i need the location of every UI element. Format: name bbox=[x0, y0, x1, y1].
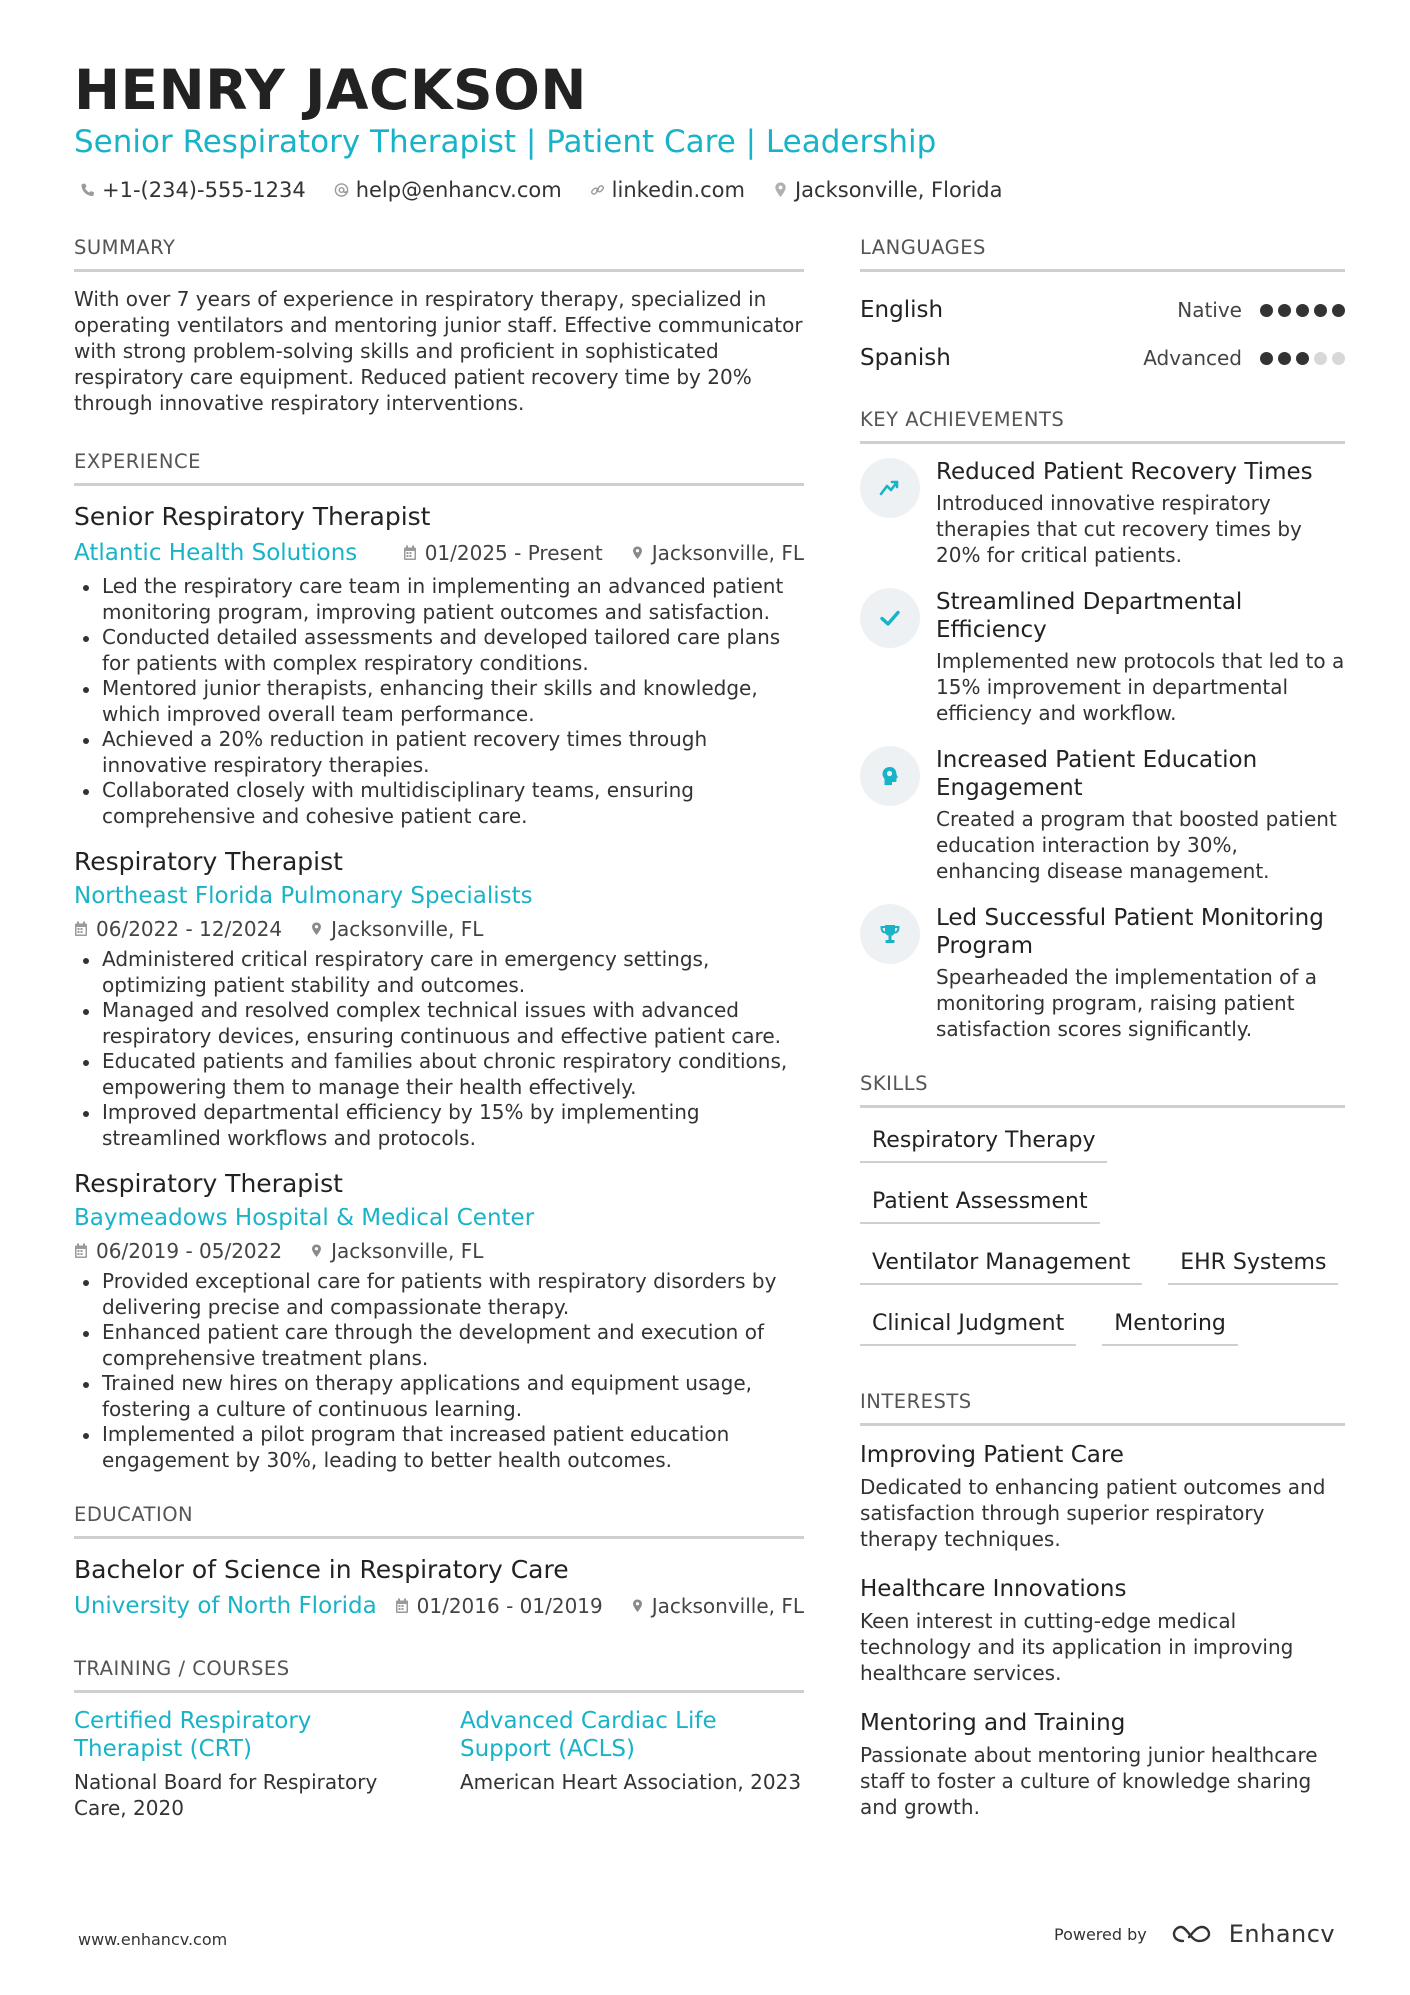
interests-section bbox=[860, 1390, 1345, 1820]
job-entry bbox=[74, 845, 804, 1151]
job-title: Respiratory Therapist bbox=[74, 1169, 343, 1198]
achievement-title: Increased Patient Education Engagement bbox=[936, 747, 1258, 801]
languages-section bbox=[860, 236, 1345, 382]
job-meta bbox=[74, 1239, 804, 1263]
job-entry bbox=[74, 500, 804, 829]
education-dates-text: 01/2016 - 01/2019 bbox=[416, 1594, 603, 1618]
language-item bbox=[860, 334, 1345, 382]
location-text: Jacksonville, Florida bbox=[794, 178, 1003, 202]
achievement-title: Reduced Patient Recovery Times bbox=[936, 459, 1313, 485]
interest-desc: Dedicated to enhancing patient outcomes and satisfaction through superior respiratory therapy techniques. bbox=[860, 1475, 1326, 1551]
skills-section bbox=[860, 1072, 1345, 1346]
job-location-text: Jacksonville, FL bbox=[331, 917, 484, 941]
course-item bbox=[460, 1707, 804, 1821]
achievement-item bbox=[860, 458, 1345, 568]
interest-item bbox=[860, 1440, 1345, 1552]
checkmark-icon bbox=[860, 588, 920, 648]
achievements-heading: KEY ACHIEVEMENTS bbox=[860, 408, 1345, 444]
summary-heading: SUMMARY bbox=[74, 236, 804, 272]
interest-desc: Passionate about mentoring junior healthcare staff to foster a culture of knowledge sharing and growth. bbox=[860, 1743, 1318, 1819]
skill-tag: Ventilator Management bbox=[860, 1244, 1142, 1285]
training-section bbox=[74, 1657, 804, 1821]
job-location bbox=[310, 1239, 483, 1263]
bullet-item: Achieved a 20% reduction in patient recovery times through innovative respiratory therapies. bbox=[74, 727, 804, 778]
bullet-item: Educated patients and families about chronic respiratory conditions, empowering them to manage their health effectively. bbox=[74, 1049, 804, 1100]
skill-tag: Clinical Judgment bbox=[860, 1305, 1076, 1346]
experience-heading: EXPERIENCE bbox=[74, 450, 804, 486]
interest-title: Mentoring and Training bbox=[860, 1710, 1126, 1736]
calendar-icon bbox=[395, 1598, 409, 1614]
bullet-item: Collaborated closely with multidisciplinary teams, ensuring comprehensive and cohesive patient care. bbox=[74, 778, 804, 829]
job-dates-text: 06/2019 - 05/2022 bbox=[96, 1239, 283, 1263]
job-meta bbox=[403, 541, 804, 565]
job-location-text: Jacksonville, FL bbox=[331, 1239, 484, 1263]
job-bullets bbox=[74, 1269, 804, 1473]
skill-list bbox=[860, 1122, 1340, 1346]
candidate-headline: Senior Respiratory Therapist | Patient Care | Leadership bbox=[74, 124, 937, 160]
bullet-item: Administered critical respiratory care in emergency settings, optimizing patient stability and outcomes. bbox=[74, 947, 804, 998]
education-meta bbox=[395, 1594, 804, 1618]
job-entry bbox=[74, 1167, 804, 1473]
skill-tag: Respiratory Therapy bbox=[860, 1122, 1107, 1163]
education-heading: EDUCATION bbox=[74, 1503, 804, 1539]
trophy-icon bbox=[860, 904, 920, 964]
course-title[interactable]: Certified Respiratory Therapist (CRT) bbox=[74, 1708, 312, 1762]
head-brain-icon bbox=[860, 746, 920, 806]
job-dates-text: 06/2022 - 12/2024 bbox=[96, 917, 283, 941]
course-item bbox=[74, 1707, 418, 1821]
language-name: English bbox=[860, 297, 944, 323]
company-name[interactable]: Northeast Florida Pulmonary Specialists bbox=[74, 883, 533, 909]
bullet-item: Led the respiratory care team in implementing an advanced patient monitoring program, improving patient outcomes and satisfaction. bbox=[74, 574, 804, 625]
training-heading: TRAINING / COURSES bbox=[74, 1657, 804, 1693]
achievement-desc: Spearheaded the implementation of a monitoring program, raising patient satisfaction scores significantly. bbox=[936, 965, 1318, 1041]
contact-bar bbox=[80, 178, 1002, 202]
brand-name: Enhancv bbox=[1228, 1920, 1336, 1948]
contact-phone[interactable] bbox=[80, 178, 306, 202]
summary-section bbox=[74, 236, 804, 416]
course-issuer: American Heart Association, 2023 bbox=[460, 1770, 802, 1794]
achievement-item bbox=[860, 588, 1345, 726]
rating-dot-filled bbox=[1332, 304, 1345, 317]
achievement-desc: Introduced innovative respiratory therapies that cut recovery times by 20% for critical patients. bbox=[936, 491, 1302, 567]
job-dates bbox=[403, 541, 603, 565]
job-location-text: Jacksonville, FL bbox=[651, 541, 804, 565]
education-row bbox=[74, 1589, 804, 1623]
rating-dot-empty bbox=[1314, 352, 1327, 365]
bullet-item: Conducted detailed assessments and developed tailored care plans for patients with complex respiratory conditions. bbox=[74, 625, 804, 676]
contact-linkedin[interactable] bbox=[590, 178, 745, 202]
interest-item bbox=[860, 1574, 1345, 1686]
skill-tag: Mentoring bbox=[1102, 1305, 1238, 1346]
rating-dot-filled bbox=[1296, 352, 1309, 365]
job-location bbox=[631, 541, 804, 565]
link-icon bbox=[590, 181, 605, 199]
company-name[interactable]: Atlantic Health Solutions bbox=[74, 540, 358, 566]
right-column bbox=[860, 236, 1345, 1854]
summary-text: With over 7 years of experience in respiratory therapy, specialized in operating ventilators and mentoring junior staff. Effective communicator with strong problem-solving skills and proficient in sophisticated respiratory care equipment. Reduced patient recovery time by 20% through innovative respiratory interventions. bbox=[74, 287, 803, 415]
left-column bbox=[74, 236, 804, 1855]
interest-desc: Keen interest in cutting-edge medical technology and its application in improving healthcare services. bbox=[860, 1609, 1294, 1685]
calendar-icon bbox=[74, 921, 88, 937]
education-location-text: Jacksonville, FL bbox=[651, 1594, 804, 1618]
footer-branding bbox=[1054, 1920, 1335, 1948]
rating-dot-empty bbox=[1332, 352, 1345, 365]
bullet-item: Enhanced patient care through the development and execution of comprehensive treatment plans. bbox=[74, 1320, 804, 1371]
linkedin-text: linkedin.com bbox=[611, 178, 745, 202]
language-level: Advanced bbox=[1143, 346, 1242, 370]
bullet-item: Provided exceptional care for patients with respiratory disorders by delivering precise and compassionate therapy. bbox=[74, 1269, 804, 1320]
rating-dot-filled bbox=[1260, 304, 1273, 317]
language-rating bbox=[1260, 304, 1345, 317]
bullet-item: Improved departmental efficiency by 15% by implementing streamlined workflows and protocols. bbox=[74, 1100, 804, 1151]
interests-heading: INTERESTS bbox=[860, 1390, 1345, 1426]
at-icon bbox=[334, 181, 349, 199]
skills-heading: SKILLS bbox=[860, 1072, 1345, 1108]
interest-title: Improving Patient Care bbox=[860, 1442, 1124, 1468]
phone-icon bbox=[80, 181, 95, 199]
achievement-desc: Implemented new protocols that led to a 15% improvement in departmental efficiency and workflow. bbox=[936, 649, 1345, 725]
interest-item bbox=[860, 1708, 1345, 1820]
experience-section bbox=[74, 450, 804, 1473]
skill-tag: Patient Assessment bbox=[860, 1183, 1100, 1224]
job-meta bbox=[74, 917, 804, 941]
map-pin-icon bbox=[631, 1598, 644, 1614]
achievement-title: Led Successful Patient Monitoring Program bbox=[936, 905, 1324, 959]
bullet-item: Implemented a pilot program that increased patient education engagement by 30%, leading to better health outcomes. bbox=[74, 1422, 804, 1473]
job-bullets bbox=[74, 574, 804, 829]
rating-dot-filled bbox=[1278, 352, 1291, 365]
powered-by-label: Powered by bbox=[1054, 1924, 1147, 1944]
achievement-item bbox=[860, 904, 1345, 1042]
brand-logo[interactable] bbox=[1171, 1920, 1335, 1948]
course-list bbox=[74, 1707, 804, 1821]
map-pin-icon bbox=[773, 181, 788, 199]
candidate-name: HENRY JACKSON bbox=[74, 58, 587, 122]
education-section bbox=[74, 1503, 804, 1623]
map-pin-icon bbox=[631, 545, 644, 561]
language-proficiency bbox=[1177, 298, 1345, 322]
education-dates bbox=[395, 1594, 603, 1618]
map-pin-icon bbox=[310, 1243, 323, 1259]
rating-dot-filled bbox=[1260, 352, 1273, 365]
job-title: Senior Respiratory Therapist bbox=[74, 502, 431, 531]
map-pin-icon bbox=[310, 921, 323, 937]
contact-email[interactable] bbox=[334, 178, 562, 202]
language-name: Spanish bbox=[860, 345, 951, 371]
calendar-icon bbox=[403, 545, 417, 561]
achievement-item bbox=[860, 746, 1345, 884]
infinity-logo-icon bbox=[1171, 1922, 1217, 1946]
phone-text: +1-(234)-555-1234 bbox=[102, 178, 306, 202]
course-issuer: National Board for Respiratory Care, 2020 bbox=[74, 1770, 378, 1820]
language-level: Native bbox=[1177, 298, 1242, 322]
calendar-icon bbox=[74, 1243, 88, 1259]
job-location bbox=[310, 917, 483, 941]
achievement-title: Streamlined Departmental Efficiency bbox=[936, 589, 1243, 643]
languages-heading: LANGUAGES bbox=[860, 236, 1345, 272]
language-item bbox=[860, 286, 1345, 334]
education-location bbox=[631, 1594, 804, 1618]
degree-title: Bachelor of Science in Respiratory Care bbox=[74, 1555, 569, 1584]
rating-dot-filled bbox=[1296, 304, 1309, 317]
growth-arrow-icon bbox=[860, 458, 920, 518]
job-bullets bbox=[74, 947, 804, 1151]
email-text: help@enhancv.com bbox=[355, 178, 562, 202]
interest-title: Healthcare Innovations bbox=[860, 1576, 1127, 1602]
job-company-row bbox=[74, 536, 804, 570]
job-dates bbox=[74, 1239, 282, 1263]
rating-dot-filled bbox=[1278, 304, 1291, 317]
rating-dot-filled bbox=[1314, 304, 1327, 317]
school-name[interactable]: University of North Florida bbox=[74, 1593, 377, 1619]
achievements-section bbox=[860, 408, 1345, 1042]
achievement-desc: Created a program that boosted patient education interaction by 30%, enhancing disease management. bbox=[936, 807, 1337, 883]
job-dates bbox=[74, 917, 282, 941]
bullet-item: Managed and resolved complex technical issues with advanced respiratory devices, ensuring continuous and effective patient care. bbox=[74, 998, 804, 1049]
company-name[interactable]: Baymeadows Hospital & Medical Center bbox=[74, 1205, 535, 1231]
language-proficiency bbox=[1143, 346, 1345, 370]
contact-location bbox=[773, 178, 1003, 202]
job-title: Respiratory Therapist bbox=[74, 847, 343, 876]
skill-tag: EHR Systems bbox=[1168, 1244, 1338, 1285]
bullet-item: Mentored junior therapists, enhancing their skills and knowledge, which improved overall team performance. bbox=[74, 676, 804, 727]
bullet-item: Trained new hires on therapy applications and equipment usage, fostering a culture of continuous learning. bbox=[74, 1371, 804, 1422]
job-dates-text: 01/2025 - Present bbox=[424, 541, 603, 565]
language-rating bbox=[1260, 352, 1345, 365]
footer-website[interactable]: www.enhancv.com bbox=[78, 1930, 228, 1949]
course-title[interactable]: Advanced Cardiac Life Support (ACLS) bbox=[460, 1708, 717, 1762]
